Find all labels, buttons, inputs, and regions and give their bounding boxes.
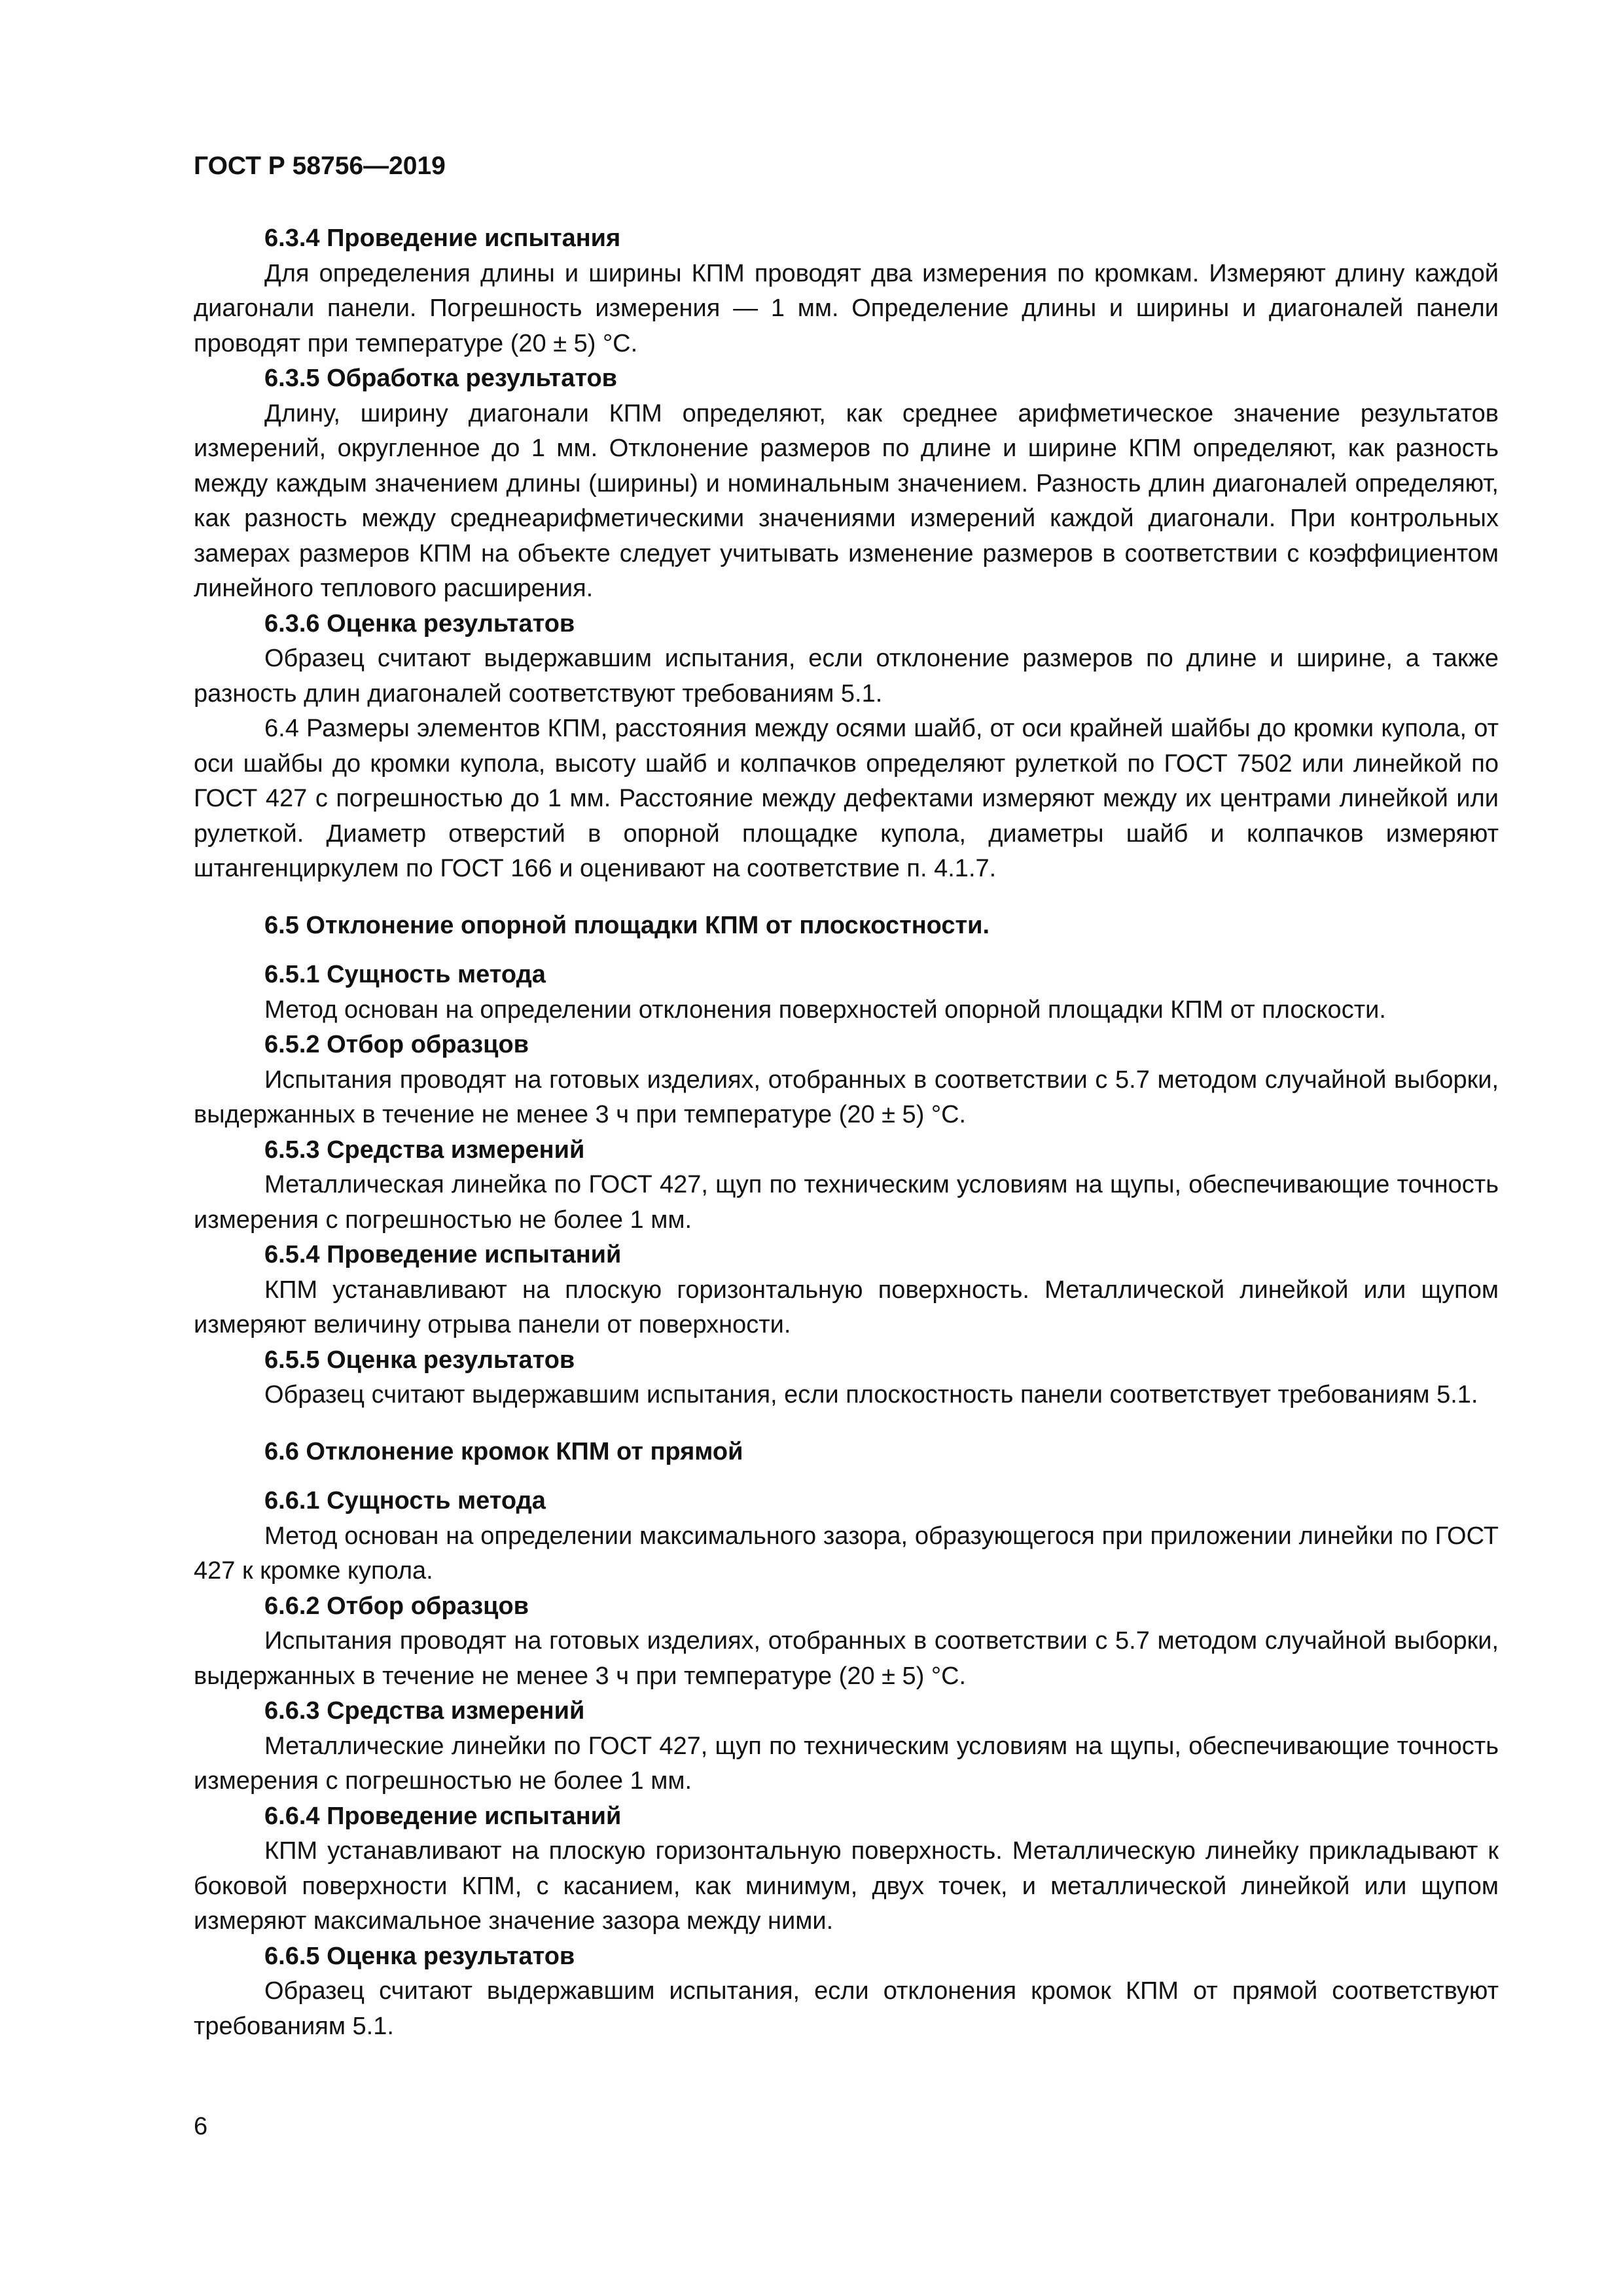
heading-6-6-5: 6.6.5 Оценка результатов [264,1942,575,1970]
heading-6-5-2: 6.5.2 Отбор образцов [264,1031,529,1058]
heading-6-5: 6.5 Отклонение опорной площадки КПМ от плоскостности. [264,911,990,939]
page-number: 6 [194,2113,208,2140]
paragraph-6-5-2: Испытания проводят на готовых изделиях, отобранных в соответствии с 5.7 методом случайной выборки, выдержанных в течение не менее 3 ч при температуре (20 ± 5) °С. [194,1066,1499,1128]
paragraph-6-6-4: КПМ устанавливают на плоскую горизонтальную поверхность. Металлическую линейку прикладывают к боковой поверхности КПМ, с касанием, как минимум, двух точек, и металлической линейкой или щупом измеряют максимальное значение зазора между ними. [194,1837,1499,1935]
paragraph-6-4: 6.4 Размеры элементов КПМ, расстояния между осями шайб, от оси крайней шайбы до кромки купола, от оси шайбы до кромки купола, высоту шайб и колпачков определяют рулеткой по ГОСТ 7502 или линейкой по ГОСТ 427 с погрешностью до 1 мм. Расстояние между дефектами измеряют между их центрами линейкой или рулеткой. Диаметр отверстий в опорной площадке купола, диаметры шайб и колпачков измеряют штангенциркулем по ГОСТ 166 и оценивают на соответствие п. 4.1.7. [194,715,1499,882]
heading-6-3-4: 6.3.4 Проведение испытания [264,224,621,252]
paragraph-6-6-5: Образец считают выдержавшим испытания, если отклонения кромок КПМ от прямой соответствуют требованиям 5.1. [194,1977,1499,2040]
heading-6-6: 6.6 Отклонение кромок КПМ от прямой [264,1437,743,1465]
paragraph-6-3-5: Длину, ширину диагонали КПМ определяют, как среднее арифметическое значение результатов измерений, округленное до 1 мм. Отклонение размеров по длине и ширине КПМ определяют, как разность между каждым значением длины (ширины) и номинальным значением. Разность длин диагоналей определяют, как разность между среднеарифметическими значениями измерений каждой диагонали. При контрольных замерах размеров КПМ на объекте следует учитывать изменение размеров в соответствии с коэффициентом линейного теплового расширения. [194,399,1499,602]
paragraph-6-3-6: Образец считают выдержавшим испытания, если отклонение размеров по длине и ширине, а также разность длин диагоналей соответствуют требованиям 5.1. [194,645,1499,708]
paragraph-6-5-4: КПМ устанавливают на плоскую горизонтальную поверхность. Металлической линейкой или щупом измеряют величину отрыва панели от поверхности. [194,1276,1499,1338]
paragraph-6-6-3: Металлические линейки по ГОСТ 427, щуп по техническим условиям на щупы, обеспечивающие точность измерения с погрешностью не более 1 мм. [194,1732,1499,1795]
paragraph-6-6-2: Испытания проводят на готовых изделиях, отобранных в соответствии с 5.7 методом случайной выборки, выдержанных в течение не менее 3 ч при температуре (20 ± 5) °С. [194,1627,1499,1690]
paragraph-6-5-1: Метод основан на определении отклонения поверхностей опорной площадки КПМ от плоскости. [264,996,1386,1024]
heading-6-6-4: 6.6.4 Проведение испытаний [264,1802,622,1830]
paragraph-6-6-1: Метод основан на определении максимального зазора, образующегося при приложении линейки по ГОСТ 427 к кромке купола. [194,1522,1499,1585]
heading-6-6-2: 6.6.2 Отбор образцов [264,1592,529,1620]
paragraph-6-3-4: Для определения длины и ширины КПМ проводят два измерения по кромкам. Измеряют длину каждой диагонали панели. Погрешность измерения — 1 мм. Определение длины и ширины и диагоналей панели проводят при температуре (20 ± 5) °С. [194,259,1499,357]
document-body [194,221,1499,2044]
heading-6-5-5: 6.5.5 Оценка результатов [264,1346,575,1374]
heading-6-5-1: 6.5.1 Сущность метода [264,961,546,988]
heading-6-3-6: 6.3.6 Оценка результатов [264,609,575,637]
heading-6-6-3: 6.6.3 Средства измерений [264,1697,585,1725]
heading-6-3-5: 6.3.5 Обработка результатов [264,365,618,392]
heading-6-6-1: 6.6.1 Сущность метода [264,1487,546,1515]
heading-6-5-4: 6.5.4 Проведение испытаний [264,1241,622,1268]
document-code-header: ГОСТ Р 58756—2019 [194,152,446,180]
paragraph-6-5-3: Металлическая линейка по ГОСТ 427, щуп по техническим условиям на щупы, обеспечивающие точность измерения с погрешностью не более 1 мм. [194,1171,1499,1234]
heading-6-5-3: 6.5.3 Средства измерений [264,1136,585,1164]
paragraph-6-5-5: Образец считают выдержавшим испытания, если плоскостность панели соответствует требованиям 5.1. [264,1381,1478,1408]
